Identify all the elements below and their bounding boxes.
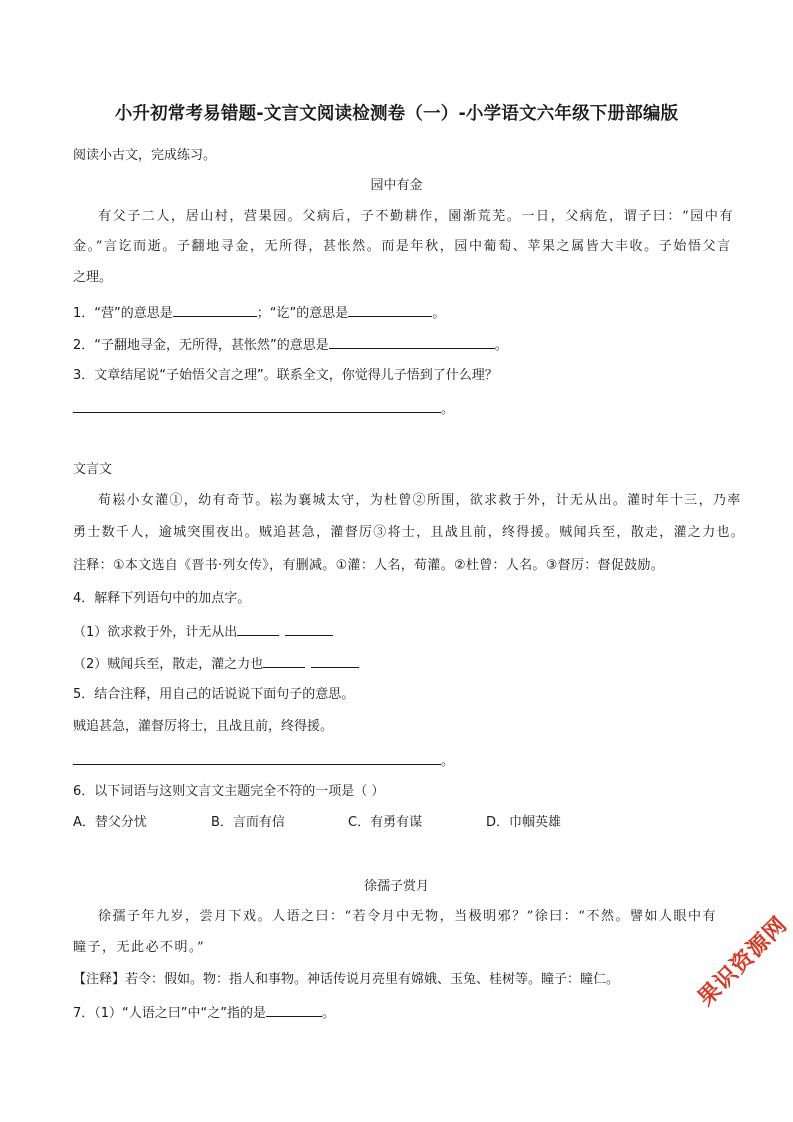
passage3-line-1: 徐孺子年九岁，尝月下戏。人语之曰：“若令月中无物，当极明邪？”徐曰：“不然。譬如人眼中有 <box>98 909 717 924</box>
q1-answer-blank-2[interactable] <box>348 302 432 317</box>
q6-option-b[interactable]: B．言而有信 <box>211 815 285 830</box>
q3-answer-blank[interactable] <box>73 398 441 413</box>
q7-answer-blank[interactable] <box>266 1002 322 1017</box>
q4-sub2-blank-1[interactable] <box>263 653 305 668</box>
q5-answer-blank[interactable] <box>73 750 441 765</box>
passage3-note: 【注释】若令：假如。物：指人和事物。神话传说月亮里有嫦娥、玉兔、桂树等。瞳子：瞳仁。 <box>73 972 620 987</box>
q6-option-a[interactable]: A．替父分忧 <box>73 815 147 830</box>
question-1 <box>73 302 445 324</box>
q4-sub2-text: （2）贼闻兵至，散走，灌之力也 <box>73 657 264 672</box>
q4-sub2-blank-2[interactable] <box>311 653 359 668</box>
q5-end: 。 <box>441 754 455 769</box>
question-6: 6．以下词语与这则文言文主题完全不符的一项是（ ） <box>73 784 385 799</box>
question-2 <box>73 334 508 356</box>
passage1-line-2: 金。”言讫而逝。子翻地寻金，无所得，甚怅然。而是年秋，园中葡萄、苹果之属皆大丰收。子始悟父言 <box>73 239 732 254</box>
question-7 <box>73 1002 335 1024</box>
q7-end: 。 <box>321 1006 335 1021</box>
q2-text: 2．“子翻地寻金，无所得，甚怅然”的意思是 <box>73 338 329 353</box>
page-title: 小升初常考易错题-文言文阅读检测卷（一）-小学语文六年级下册部编版 <box>114 104 679 124</box>
question-4: 4．解释下列语句中的加点字。 <box>73 591 251 606</box>
q4-sub1-text: （1）欲求救于外，计无从出 <box>73 625 238 640</box>
q4-sub1-blank-1[interactable] <box>237 621 279 636</box>
passage1-line-1: 有父子二人，居山村，营果园。父病后，子不勤耕作，園渐荒芜。一日，父病危，谓子曰：“园中有 <box>98 209 735 224</box>
q7-text: 7．（1）“人语之曰”中“之”指的是 <box>73 1006 266 1021</box>
q6-options <box>73 813 673 833</box>
passage2-line-1: 荀崧小女灌①，幼有奇节。崧为襄城太守，为杜曾②所围，欲求救于外，计无从出。灌时年十三，乃率 <box>98 493 742 508</box>
passage2-line-2: 勇士数千人，逾城突围夜出。贼追甚急，灌督厉③将士，且战且前，终得援。贼闻兵至，散走，灌之力也。 <box>73 525 746 540</box>
q6-option-c[interactable]: C．有勇有谋 <box>348 815 423 830</box>
question-3: 3．文章结尾说“子始悟父言之理”。联系全文，你觉得儿子悟到了什么理？ <box>73 368 498 383</box>
q4-sub-1 <box>73 621 333 643</box>
q1-end: 。 <box>432 306 446 321</box>
passage1-line-3: 之理。 <box>73 270 113 285</box>
q2-answer-blank[interactable] <box>329 334 495 349</box>
q4-sub1-blank-2[interactable] <box>285 621 333 636</box>
q1-answer-blank-1[interactable] <box>173 302 257 317</box>
passage1-heading: 园中有金 <box>370 178 423 193</box>
q6-option-d[interactable]: D．巾帼英雄 <box>486 815 562 830</box>
passage3-heading: 徐孺子赏月 <box>363 879 429 894</box>
q2-end: 。 <box>494 338 508 353</box>
passage2-heading: 文言文 <box>73 462 113 477</box>
q5-sentence: 贼追甚急，灌督厉将士，且战且前，终得援。 <box>73 719 334 734</box>
instruction: 阅读小古文，完成练习。 <box>73 148 217 163</box>
q3-answer-line <box>73 398 454 420</box>
passage2-note: 注释：①本文选自《晋书·列女传》，有删减。①灌：人名，荀灌。②杜曾：人名。③督厉：督促鼓励。 <box>73 558 665 573</box>
q3-end: 。 <box>441 402 455 417</box>
q1-part2: ；“讫”的意思是 <box>256 306 349 321</box>
q4-sub-2 <box>73 653 359 675</box>
q1-part1: 1．“营”的意思是 <box>73 306 173 321</box>
passage3-line-2: 瞳子，无此必不明。” <box>73 940 206 955</box>
q5-answer-line <box>73 750 454 772</box>
question-5: 5．结合注释，用自己的话说说下面句子的意思。 <box>73 687 355 702</box>
watermark-logo: 果识资源网 <box>693 912 793 1012</box>
